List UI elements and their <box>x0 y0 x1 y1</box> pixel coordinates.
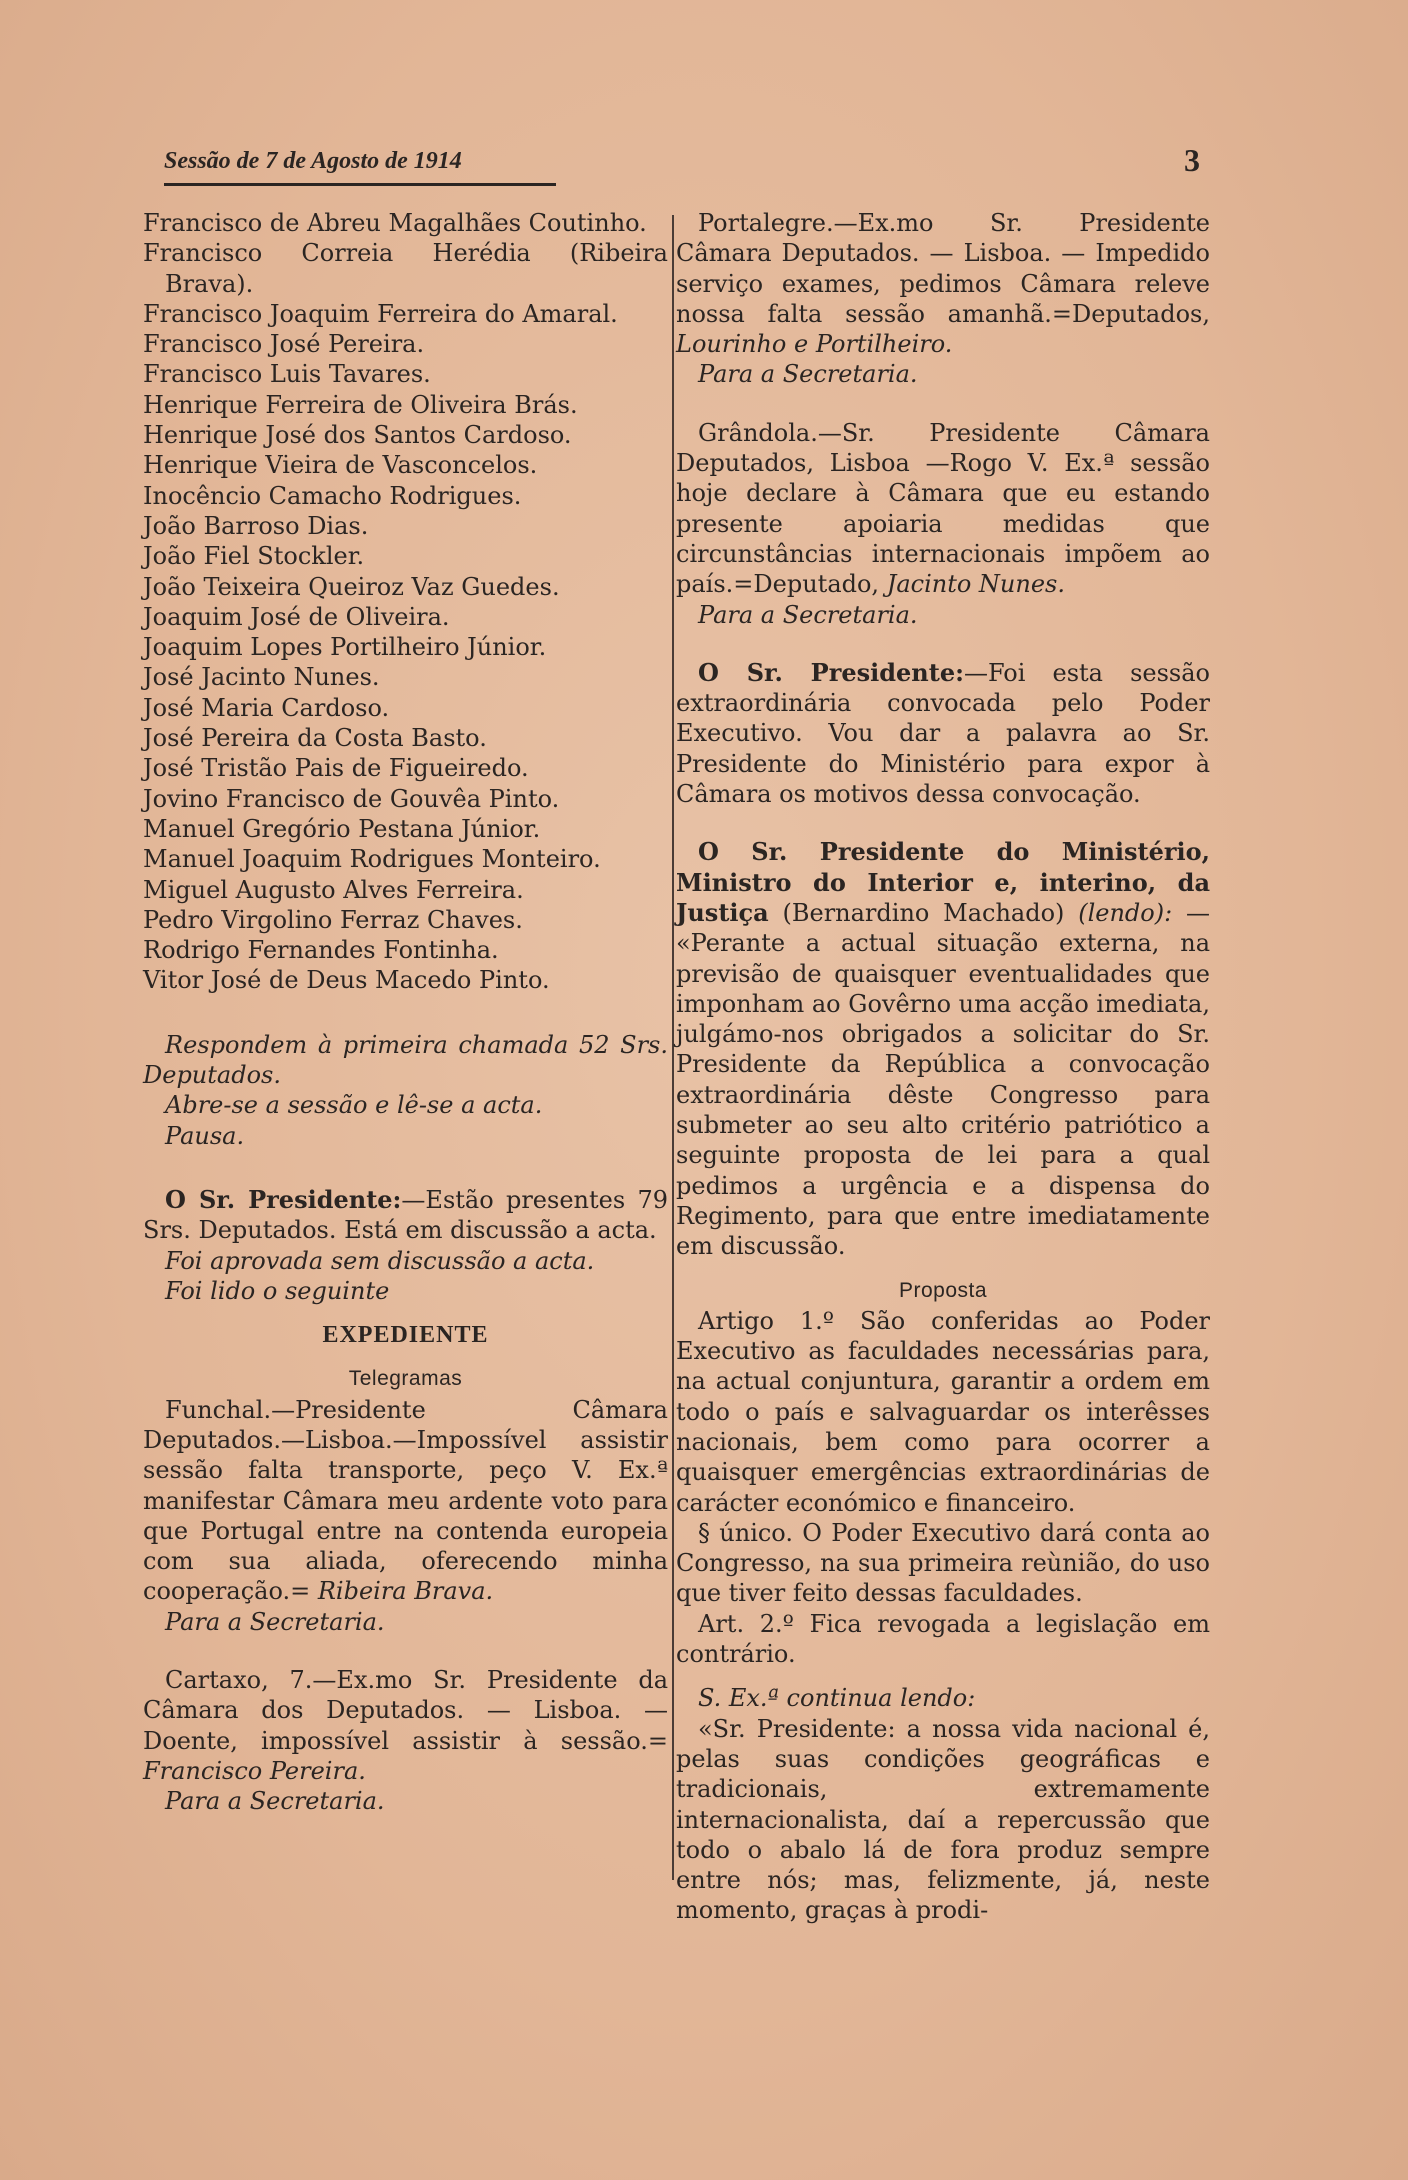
deputy-name: João Barroso Dias. <box>143 511 369 540</box>
telegram-portalegre-text: Portalegre.—Ex.mo Sr. Presidente Câmara Deputados. — Lisboa. — Impedido serviço exames, pedimos Câmara releve nossa falta sessão amanhã.=Deputados, <box>676 209 1210 328</box>
telegram-funchal <box>143 1395 668 1607</box>
deputy-name: Francisco José Pereira. <box>143 330 425 359</box>
presidente-text: —Estão presentes 79 Srs. Deputados. Está em discussão a acta. <box>143 1185 668 1245</box>
deputy-name: Miguel Augusto Alves Ferreira. <box>143 875 524 904</box>
telegram-funchal-text: Funchal.—Presidente Câmara Deputados.—Lisboa.—Impossível assistir sessão falta transporte, peço V. Ex.ª manifestar Câmara meu ardente voto para que Portugal entre na contenda europeia com sua aliada, oferecendo minha cooperação.= <box>143 1395 668 1606</box>
minister-speech <box>676 837 1210 1261</box>
presidente-convocation <box>676 658 1210 809</box>
telegramas-heading: Telegramas <box>348 1367 463 1391</box>
page-header <box>140 142 1200 182</box>
telegram-cartaxo-text: Cartaxo, 7.—Ex.mo Sr. Presidente da Câmara dos Deputados. — Lisboa. — Doente, impossível assistir à sessão.= <box>143 1666 668 1755</box>
deputy-name: Manuel Gregório Pestana Júnior. <box>143 814 541 843</box>
pausa-note: Pausa. <box>165 1121 245 1150</box>
deputy-name: João Fiel Stockler. <box>143 542 365 571</box>
closing-speech: «Sr. Presidente: a nossa vida nacional é, pelas suas condições geográficas e tradicionais, extremamente internacionalista, daí a repercussão que todo o abalo lá de fora produz sempre entre nós; mas, felizmente, já, neste momento, graças à prodi- <box>676 1714 1210 1925</box>
deputy-name: José Maria Cardoso. <box>143 693 390 722</box>
deputy-name: Francisco Joaquim Ferreira do Amaral. <box>143 299 618 328</box>
telegram-cartaxo-dest: Para a Secretaria. <box>165 1787 385 1816</box>
telegram-funchal-signer: Ribeira Brava. <box>317 1577 494 1606</box>
deputy-name: Henrique Vieira de Vasconcelos. <box>143 451 538 480</box>
artigo-1: Artigo 1.º São conferidas ao Poder Executivo as faculdades necessárias para, na actual conjuntura, garantir a ordem em todo o país e salvaguardar os interêsses nacionais, bem como para ocorrer a quaisquer emergências extraordinárias de carácter económico e financeiro. <box>676 1306 1210 1517</box>
deputy-name: Francisco de Abreu Magalhães Coutinho. <box>143 209 647 237</box>
deputy-name: João Teixeira Queiroz Vaz Guedes. <box>143 572 560 601</box>
deputy-name: Vitor José de Deus Macedo Pinto. <box>143 966 550 995</box>
deputy-name: Francisco Correia Herédia (Ribeira Brava). <box>143 239 668 298</box>
expediente-heading: EXPEDIENTE <box>322 1322 489 1349</box>
deputy-name: Joaquim Lopes Portilheiro Júnior. <box>143 633 547 662</box>
artigo-2: Art. 2.º Fica revogada a legislação em contrário. <box>676 1609 1210 1669</box>
respondem-note: Respondem à primeira chamada 52 Srs. Deputados. <box>143 1030 668 1090</box>
lido-note: Foi lido o seguinte <box>165 1276 390 1305</box>
deputy-name: Jovino Francisco de Gouvêa Pinto. <box>143 784 560 813</box>
speaker-presidente: O Sr. Presidente: <box>165 1184 402 1214</box>
deputy-name: Henrique Ferreira de Oliveira Brás. <box>143 390 578 419</box>
deputy-name: José Tristão Pais de Figueiredo. <box>143 754 529 783</box>
telegram-grandola-dest: Para a Secretaria. <box>698 600 918 629</box>
telegram-portalegre-dest: Para a Secretaria. <box>698 360 918 389</box>
deputy-name: José Jacinto Nunes. <box>143 663 380 692</box>
page-number: 3 <box>1184 142 1200 178</box>
left-column <box>143 208 668 1817</box>
telegram-grandola <box>676 418 1210 600</box>
deputy-name: Henrique José dos Santos Cardoso. <box>143 421 572 450</box>
abre-sessao-note: Abre-se a sessão e lê-se a acta. <box>165 1091 543 1120</box>
deputy-name: Inocêncio Camacho Rodrigues. <box>143 481 522 510</box>
minister-lendo: (lendo): <box>1078 898 1173 927</box>
deputies-list <box>143 208 668 996</box>
aprovada-note: Foi aprovada sem discussão a acta. <box>165 1246 595 1275</box>
speaker-minister: O Sr. Presidente do Ministério, Ministro do Interior e, interino, da Justiça <box>676 837 1210 927</box>
deputy-name: José Pereira da Costa Basto. <box>143 724 487 753</box>
deputy-name: Manuel Joaquim Rodrigues Monteiro. <box>143 845 601 874</box>
presidente-statement <box>143 1185 668 1246</box>
continua-lendo-note: S. Ex.ª continua lendo: <box>698 1684 976 1713</box>
deputy-name: Joaquim José de Oliveira. <box>143 602 450 631</box>
presidente-convocation-text: —Foi esta sessão extraordinária convocada pelo Poder Executivo. Vou dar a palavra ao Sr. Presidente do Ministério para expor à Câmara os motivos dessa convocação. <box>676 658 1210 809</box>
telegram-funchal-dest: Para a Secretaria. <box>165 1607 385 1636</box>
paragrafo-unico: § único. O Poder Executivo dará conta ao Congresso, na sua primeira reùnião, do uso que tiver feito dessas faculdades. <box>676 1518 1210 1608</box>
deputy-name: Pedro Virgolino Ferraz Chaves. <box>143 905 523 934</box>
right-column <box>676 208 1210 1926</box>
proposta-heading: Proposta <box>898 1278 988 1302</box>
column-divider <box>672 215 674 1880</box>
minister-text: — «Perante a actual situação externa, na previsão de quaisquer eventualidades que imponham ao Govêrno uma acção imediata, julgámo-nos obrigados a solicitar do Sr. Presidente da República a convocação extraordinária dêste Congresso para submeter ao seu alto critério patriótico a seguinte proposta de lei para a qual pedimos a urgência e a dispensa do Regimento, para que entre imediatamente em discussão. <box>676 898 1210 1261</box>
telegram-grandola-text: Grândola.—Sr. Presidente Câmara Deputados, Lisboa —Rogo V. Ex.ª sessão hoje declare à Câmara que eu estando presente apoiaria medidas que circunstâncias internacionais impõem ao país.=Deputado, <box>676 418 1210 599</box>
telegram-grandola-signer: Jacinto Nunes. <box>886 570 1065 599</box>
header-rule <box>164 183 556 186</box>
deputy-name: Rodrigo Fernandes Fontinha. <box>143 936 499 965</box>
telegram-cartaxo <box>143 1665 668 1786</box>
session-title: Sessão de 7 de Agosto de 1914 <box>164 148 462 174</box>
speaker-presidente-right: O Sr. Presidente: <box>698 657 964 687</box>
minister-name: (Bernardino Machado) <box>782 898 1065 927</box>
deputy-name: Francisco Luis Tavares. <box>143 360 431 389</box>
telegram-portalegre-signers: Lourinho e Portilheiro. <box>676 330 953 359</box>
telegram-cartaxo-signer: Francisco Pereira. <box>143 1756 366 1785</box>
telegram-portalegre <box>676 208 1210 359</box>
